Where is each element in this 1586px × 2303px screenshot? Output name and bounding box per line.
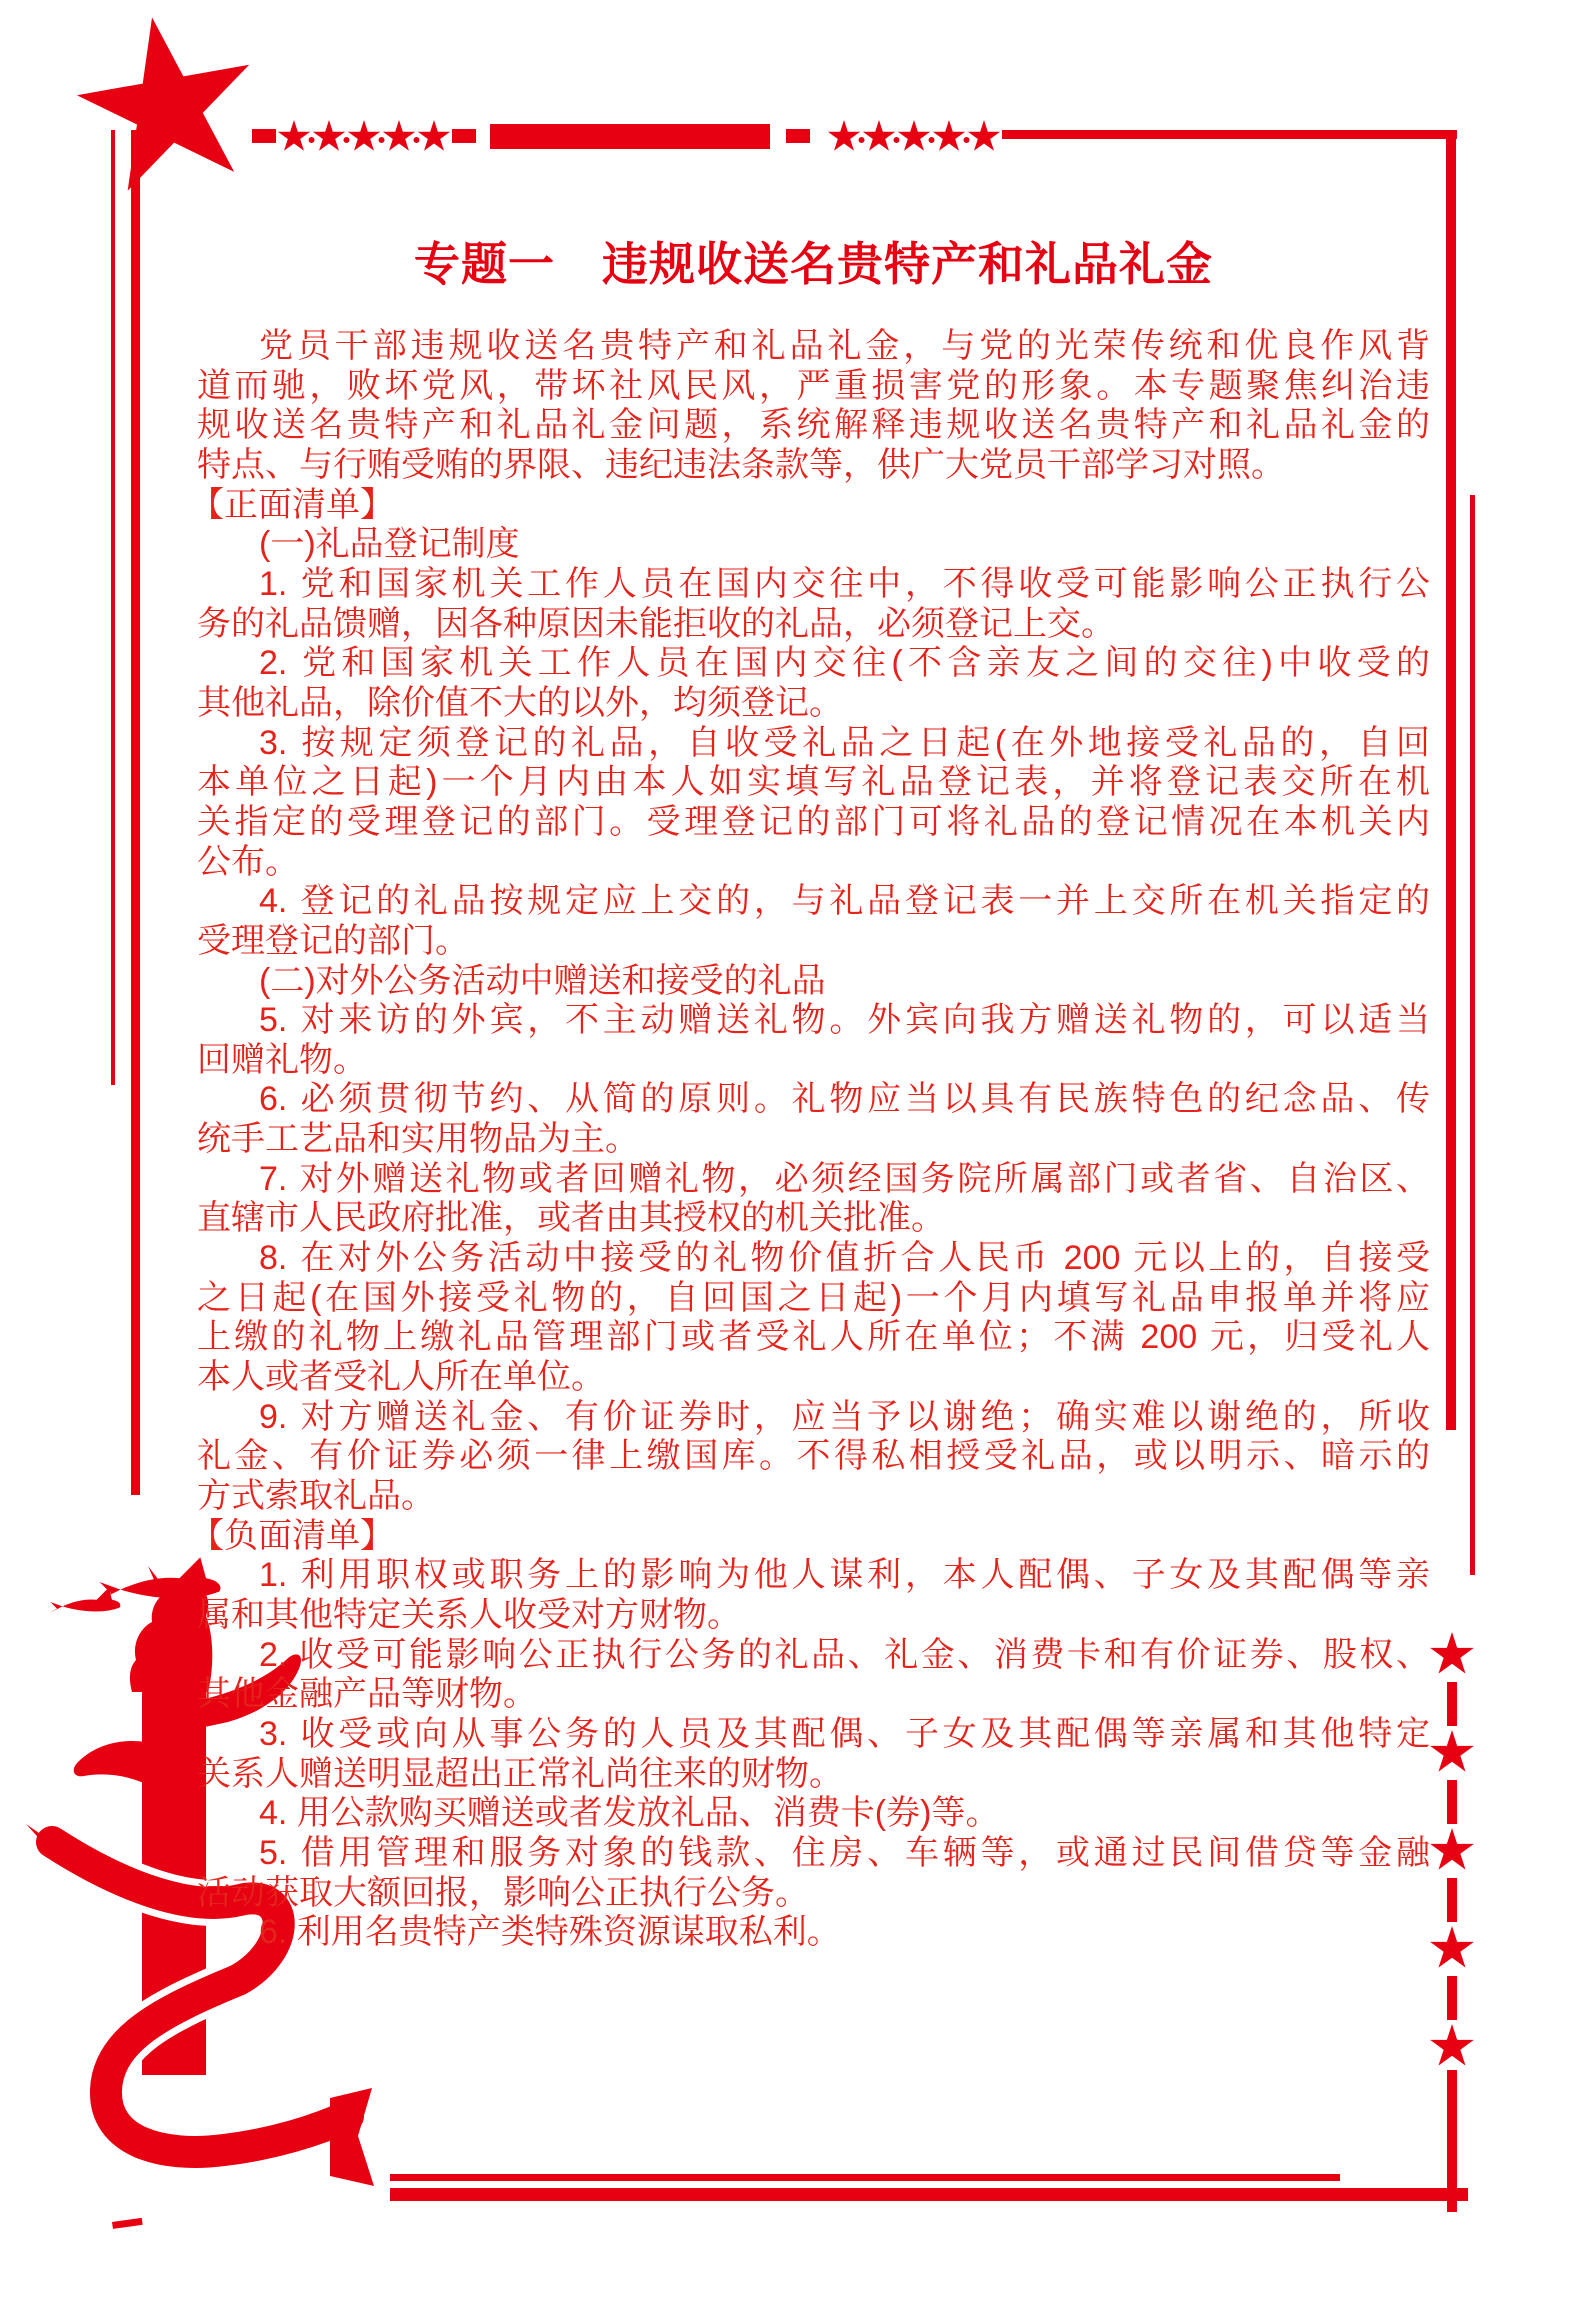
right-border-lines (1446, 130, 1475, 1575)
text-line: 3. 收受或向从事公务的人员及其配偶、子女及其配偶等亲属和其他特定 (259, 1714, 1430, 1753)
band-stars-left (278, 120, 450, 151)
text-line: 回赠礼物。 (197, 1040, 367, 1079)
text-line: 统手工艺品和实用物品为主。 (197, 1120, 639, 1159)
text-line: 8. 在对外公务活动中接受的礼物价值折合人民币 200 元以上的，自接受 (259, 1239, 1430, 1278)
paragraph-list-header (190, 1516, 1430, 1557)
text-line: 本单位之日起)一个月内由本人如实填写礼品登记表，并将登记表交所在机 (197, 763, 1430, 802)
text-line: 规收送名贵特产和礼品礼金问题，系统解释违规收送名贵特产和礼品礼金的 (197, 406, 1430, 445)
left-border-lines (111, 130, 140, 1495)
text-line: (一)礼品登记制度 (259, 525, 520, 564)
text-line: 【负面清单】 (190, 1516, 394, 1555)
text-line: 6. 利用名贵特产类特殊资源谋取私利。 (259, 1913, 841, 1952)
paragraph-item (197, 1398, 1430, 1517)
paragraph-item (197, 1913, 1430, 1953)
text-line: 上缴的礼物上缴礼品管理部门或者受礼人所在单位；不满 200 元，归受礼人 (197, 1318, 1430, 1357)
text-line: 9. 对方赠送礼金、有价证券时，应当予以谢绝；确实难以谢绝的，所收 (259, 1397, 1430, 1436)
dove-icon (49, 1588, 120, 1613)
paragraph-item (197, 1160, 1430, 1239)
text-line: 务的礼品馈赠，因各种原因未能拒收的礼品，必须登记上交。 (197, 604, 1115, 643)
text-line: 5. 对来访的外宾，不主动赠送礼物。外宾向我方赠送礼物的，可以适当 (259, 1001, 1430, 1040)
band-dash (452, 129, 476, 143)
text-line: 其他金融产品等财物。 (197, 1675, 537, 1714)
paragraph-item (197, 1636, 1430, 1715)
text-line: 关指定的受理登记的部门。受理登记的部门可将礼品的登记情况在本机关内 (197, 802, 1430, 841)
paragraph-item (197, 565, 1430, 644)
text-line: 受理登记的部门。 (197, 921, 469, 960)
text-line: 其他礼品，除价值不大的以外，均须登记。 (197, 683, 843, 722)
top-star-band (252, 120, 1457, 151)
page-title: 专题一 违规收送名贵特产和礼品礼金 (414, 238, 1213, 290)
bottom-border-lines (390, 2174, 1468, 2201)
band-dash (252, 129, 276, 143)
text-line: 特点、与行贿受贿的界限、违纪违法条款等，供广大党员干部学习对照。 (197, 445, 1285, 484)
small-dash (112, 2218, 143, 2229)
paragraph-list-header (190, 485, 1430, 526)
text-line: 属和其他特定关系人收受对方财物。 (197, 1596, 741, 1634)
document-body (190, 327, 1430, 1953)
paragraph-item (197, 1001, 1430, 1080)
text-line: 5. 借用管理和服务对象的钱款、住房、车辆等，或通过民间借贷等金融 (259, 1833, 1430, 1872)
big-star-icon (66, 2, 267, 196)
paragraph-item (197, 1715, 1430, 1794)
band-dash (786, 129, 810, 143)
band-solid-bar (490, 124, 770, 149)
text-line: 道而驰，败坏党风，带坏社风民风，严重损害党的形象。本专题聚焦纠治违 (197, 366, 1430, 405)
text-line: 公布。 (197, 842, 299, 881)
paragraph-sub-heading (197, 525, 1430, 565)
text-line: 1. 党和国家机关工作人员在国内交往中，不得收受可能影响公正执行公 (259, 564, 1430, 603)
paragraph-item (197, 1239, 1430, 1398)
text-line: 3. 按规定须登记的礼品，自收受礼品之日起(在外地接受礼品的，自回 (259, 723, 1430, 762)
text-line: 礼金、有价证券必须一律上缴国库。不得私相授受礼品，或以明示、暗示的 (197, 1437, 1430, 1476)
text-line: 关系人赠送明显超出正常礼尚往来的财物。 (197, 1754, 843, 1793)
right-star-column (1430, 1632, 1474, 2212)
text-line: 本人或者受礼人所在单位。 (197, 1358, 605, 1397)
text-line: 活动获取大额回报，影响公正执行公务。 (197, 1873, 809, 1912)
text-line: 7. 对外赠送礼物或者回赠礼物，必须经国务院所属部门或者省、自治区、 (259, 1159, 1430, 1198)
ribbon-banner-end (330, 2088, 374, 2186)
band-stars-right (828, 120, 1000, 151)
paragraph-intro (197, 327, 1430, 486)
paragraph-sub-heading (197, 962, 1430, 1002)
paragraph-item (197, 1794, 1430, 1834)
text-line: 1. 利用职权或职务上的影响为他人谋利，本人配偶、子女及其配偶等亲 (259, 1556, 1430, 1595)
band-rule (1002, 130, 1457, 139)
paragraph-item (197, 724, 1430, 883)
text-line: 党员干部违规收送名贵特产和礼品礼金，与党的光荣传统和优良作风背 (259, 327, 1430, 365)
text-line: 【正面清单】 (190, 485, 394, 524)
paragraph-item (197, 644, 1430, 723)
text-line: 2. 收受可能影响公正执行公务的礼品、礼金、消费卡和有价证券、股权、 (259, 1635, 1430, 1674)
paragraph-item (197, 1556, 1430, 1635)
text-line: 4. 登记的礼品按规定应上交的，与礼品登记表一并上交所在机关指定的 (259, 882, 1430, 921)
text-line: (二)对外公务活动中赠送和接受的礼品 (259, 961, 826, 1000)
text-line: 2. 党和国家机关工作人员在国内交往(不含亲友之间的交往)中收受的 (259, 644, 1430, 683)
text-line: 4. 用公款购买赠送或者发放礼品、消费卡(券)等。 (259, 1794, 1000, 1833)
paragraph-item (197, 1080, 1430, 1159)
cloud-board-left (74, 1741, 146, 1784)
paragraph-item (197, 882, 1430, 961)
text-line: 方式索取礼品。 (197, 1477, 435, 1516)
text-line: 直辖市人民政府批准，或者由其授权的机关批准。 (197, 1199, 945, 1238)
paragraph-item (197, 1834, 1430, 1913)
text-line: 6. 必须贯彻节约、从简的原则。礼物应当以具有民族特色的纪念品、传 (259, 1080, 1430, 1119)
text-line: 之日起(在国外接受礼物的，自回国之日起)一个月内填写礼品申报单并将应 (197, 1278, 1430, 1317)
